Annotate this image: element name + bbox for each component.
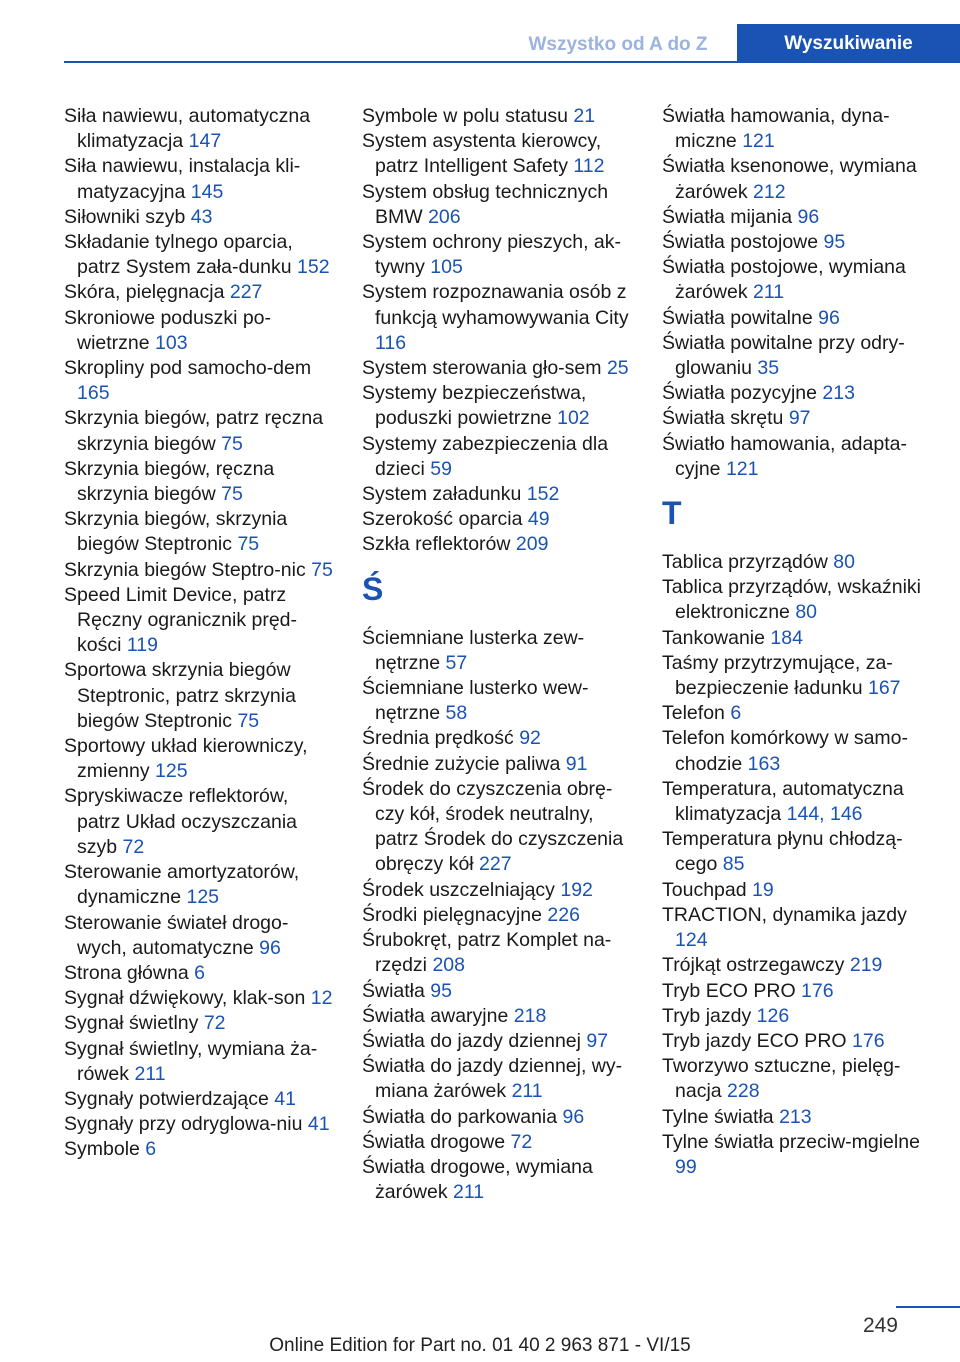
index-page-link[interactable]: 184: [770, 626, 803, 649]
index-entry-text: Telefon: [662, 702, 725, 725]
index-entry-text: Środek do czyszczenia obrę-czy kół, środek neutralny, patrz Środek do czyszczenia obręczy kół: [362, 777, 624, 876]
index-page-link[interactable]: 95: [823, 231, 846, 254]
index-entry: [64, 457, 336, 507]
index-entry: [662, 827, 934, 877]
index-page-link[interactable]: 192: [560, 878, 593, 901]
index-page-link[interactable]: 41: [274, 1087, 296, 1110]
index-entry-text: Tryb jazdy: [662, 1004, 752, 1027]
index-page-link[interactable]: 59: [430, 457, 452, 480]
index-page-link[interactable]: 152: [297, 256, 330, 279]
index-entry: [662, 626, 934, 651]
index-page-link[interactable]: 211: [753, 281, 785, 304]
index-entry: [64, 230, 336, 280]
index-entry: [362, 726, 634, 751]
index-entry: [64, 1112, 336, 1137]
index-page-link[interactable]: 57: [445, 651, 468, 674]
index-entry: [64, 986, 336, 1011]
index-entry-text: Tryb ECO PRO: [662, 979, 796, 1002]
index-entry-text: Tankowanie: [662, 626, 765, 649]
index-page-link[interactable]: 6: [730, 702, 742, 725]
index-entry: [64, 356, 336, 406]
index-page-link[interactable]: 35: [757, 357, 780, 380]
index-entry: [64, 1137, 336, 1162]
index-entry: [662, 205, 934, 230]
index-entry-text: Temperatura, automatyczna klimatyzacja: [662, 777, 904, 826]
index-entry: [662, 1105, 934, 1130]
index-page-link[interactable]: 125: [155, 760, 188, 783]
index-entry: [362, 928, 634, 978]
index-page-link[interactable]: 218: [513, 1004, 547, 1027]
index-entry-text: Ściemniane lusterka zew-nętrzne: [362, 626, 585, 674]
index-page-link[interactable]: 208: [432, 954, 465, 977]
index-entry-text: System obsług technicznych BMW: [362, 180, 609, 228]
index-entry-text: Telefon komórkowy w samo-chodzie: [662, 727, 908, 775]
index-entry-text: Skroniowe poduszki po-wietrzne: [64, 306, 272, 354]
index-entry: [662, 1004, 934, 1029]
index-entry-text: System sterowania gło-sem: [362, 357, 602, 380]
index-entry-text: Światła awaryjne: [362, 1004, 509, 1027]
index-entry: [662, 878, 934, 903]
index-page-link[interactable]: 125: [186, 886, 220, 909]
index-entry: [362, 878, 634, 903]
index-page-link[interactable]: 227: [479, 853, 512, 876]
index-page-link[interactable]: 176: [852, 1029, 885, 1052]
index-column-3: [662, 104, 934, 1180]
index-entry: [64, 860, 336, 910]
index-entry-text: Tryb jazdy ECO PRO: [662, 1029, 847, 1052]
index-entry: [64, 734, 336, 784]
index-entry-text: Szkła reflektorów: [362, 533, 511, 556]
index-entry-text: Symbole w polu statusu: [362, 105, 568, 127]
index-page-link[interactable]: 112: [573, 155, 605, 178]
index-entry-text: Sterowanie świateł drogo-wych, automatyczne: [64, 911, 289, 959]
index-page-link[interactable]: 75: [237, 533, 260, 556]
index-entry-text: Środki pielęgnacyjne: [362, 903, 542, 926]
index-entry-text: Siłowniki szyb: [64, 205, 186, 228]
index-entry: [362, 979, 634, 1004]
index-entry-text: Skrzynia biegów Steptro-nic: [64, 558, 306, 581]
index-entry: [362, 1105, 634, 1130]
index-entry: [64, 280, 336, 305]
index-entry-text: Światła powitalne przy odry-glowaniu: [662, 331, 905, 380]
index-page-link[interactable]: 167: [867, 677, 901, 700]
index-entry: [662, 406, 934, 431]
index-page-link[interactable]: 96: [562, 1105, 585, 1128]
index-entry: [362, 432, 634, 482]
index-entry-text: Sygnał świetlny: [64, 1012, 199, 1035]
index-column-2: [362, 104, 634, 1205]
index-page-link[interactable]: 80: [795, 601, 818, 624]
index-entry: [362, 507, 634, 532]
index-entry: [362, 356, 634, 381]
index-entry: [662, 104, 934, 154]
index-entry-text: Temperatura płynu chłodzą-cego: [662, 828, 903, 876]
index-entry: [64, 205, 336, 230]
index-page-link[interactable]: 58: [445, 702, 468, 725]
index-entry-text: Sterowanie amortyzatorów, dynamiczne: [64, 861, 300, 909]
index-page-link[interactable]: 124: [675, 929, 708, 952]
index-entry: [362, 280, 634, 356]
index-entry-text: Światła do jazdy dziennej, wy-miana żarówek: [362, 1055, 623, 1103]
index-entry-text: Światła postojowe: [662, 231, 819, 254]
index-entry-text: Średnia prędkość: [362, 727, 514, 750]
index-entry: [662, 154, 934, 204]
index-entry: [362, 777, 634, 878]
index-page-link[interactable]: 99: [675, 1155, 697, 1178]
index-entry-text: Sygnały potwierdzające: [64, 1087, 269, 1110]
index-entry: [362, 676, 634, 726]
index-page-link[interactable]: 21: [573, 105, 596, 127]
header-rule: [64, 61, 960, 63]
index-entry-text: Sygnał świetlny, wymiana ża-rówek: [64, 1037, 318, 1085]
index-entry: [662, 306, 934, 331]
index-entry: [64, 911, 336, 961]
index-entry-text: Ściemniane lusterko wew-nętrzne: [362, 677, 589, 725]
index-entry-text: Skrzynia biegów, ręczna skrzynia biegów: [64, 457, 275, 506]
index-page-link[interactable]: 72: [203, 1012, 226, 1035]
index-page-link[interactable]: 92: [519, 727, 541, 750]
index-entry: [662, 1029, 934, 1054]
index-entry: [362, 129, 634, 179]
index-entry-text: Światła hamowania, dyna-miczne: [662, 105, 890, 153]
index-entry-text: Światła skrętu: [662, 407, 784, 430]
index-entry: [64, 784, 336, 860]
index-entry: [64, 658, 336, 734]
index-page-link[interactable]: 43: [190, 205, 213, 228]
index-entry-text: Systemy zabezpieczenia dla dzieci: [362, 432, 609, 480]
index-entry-text: Środek uszczelniający: [362, 878, 555, 901]
index-entry-text: Śrubokręt, patrz Komplet na-rzędzi: [362, 929, 612, 977]
index-page-link[interactable]: 213: [779, 1105, 812, 1128]
index-page-link[interactable]: 75: [221, 483, 243, 506]
index-page-link[interactable]: 91: [565, 752, 588, 775]
index-entry-text: Tablica przyrządów: [662, 551, 828, 574]
index-entry-text: Światła powitalne: [662, 306, 813, 329]
index-entry: [362, 626, 634, 676]
index-entry: [362, 1130, 634, 1155]
index-page-link[interactable]: 152: [526, 483, 560, 506]
index-page-link[interactable]: 116: [375, 331, 407, 354]
index-page-link[interactable]: 95: [430, 979, 452, 1002]
index-entry: [362, 180, 634, 230]
index-entry-text: System asystenta kierowcy, patrz Intelligent Safety: [362, 130, 602, 178]
index-page-link[interactable]: 176: [801, 979, 834, 1002]
page-number: 249: [862, 1314, 898, 1337]
index-page-link[interactable]: 144, 146: [786, 803, 863, 826]
index-entry: [662, 953, 934, 978]
index-page-link[interactable]: 211: [511, 1080, 543, 1103]
index-entry: [362, 1155, 634, 1205]
index-entry: [362, 381, 634, 431]
index-page-link[interactable]: 75: [311, 558, 333, 581]
index-entry: [662, 381, 934, 406]
index-page-link[interactable]: 6: [145, 1138, 157, 1161]
index-entry-text: Światła pozycyjne: [662, 382, 817, 405]
index-page-link[interactable]: 121: [725, 457, 759, 480]
index-entry: [64, 1037, 336, 1087]
index-entry-text: Tablica przyrządów, wskaźniki elektroniczne: [662, 576, 922, 624]
index-entry-text: Skóra, pielęgnacja: [64, 281, 225, 304]
index-entry-text: Skropliny pod samocho-dem: [64, 357, 312, 380]
index-page-link[interactable]: 49: [527, 508, 550, 531]
index-page-link[interactable]: 228: [727, 1080, 760, 1103]
index-page-link[interactable]: 25: [606, 357, 629, 380]
index-entry-text: Średnie zużycie paliwa: [362, 752, 561, 775]
index-page-link[interactable]: 96: [797, 205, 820, 228]
index-entry: [64, 406, 336, 456]
index-entry: [64, 1011, 336, 1036]
index-entry: [64, 507, 336, 557]
index-entry-text: TRACTION, dynamika jazdy: [662, 903, 907, 926]
index-entry-text: Światła ksenonowe, wymiana żarówek: [662, 155, 917, 203]
index-entry-text: Światła mijania: [662, 205, 793, 228]
index-entry: [64, 961, 336, 986]
index-entry-text: Sportowy układ kierowniczy, zmienny: [64, 735, 308, 783]
index-entry: [662, 726, 934, 776]
index-page-link[interactable]: 213: [822, 382, 855, 405]
index-letter-heading: T: [662, 495, 682, 532]
index-entry-text: Światła drogowe, wymiana żarówek: [362, 1155, 593, 1204]
index-entry: [64, 558, 336, 583]
index-page-link[interactable]: 19: [752, 878, 774, 901]
index-page-link[interactable]: 165: [77, 382, 110, 405]
index-entry-text: System załadunku: [362, 483, 522, 506]
index-entry-text: Szerokość oparcia: [362, 508, 523, 531]
index-entry: [64, 154, 336, 204]
index-page-link[interactable]: 211: [134, 1062, 166, 1085]
index-page-link[interactable]: 80: [833, 551, 855, 574]
index-page-link[interactable]: 97: [788, 407, 811, 430]
index-entry: [64, 104, 336, 154]
index-entry-text: Światła postojowe, wymiana żarówek: [662, 256, 906, 304]
index-entry: [362, 1004, 634, 1029]
index-page-link[interactable]: 145: [190, 180, 224, 203]
edition-footer: Online Edition for Part no. 01 40 2 963 871 - VI/15: [269, 1335, 691, 1356]
index-entry: [662, 1054, 934, 1104]
index-page-link[interactable]: 103: [155, 331, 188, 354]
index-entry: [362, 230, 634, 280]
index-entry: [662, 979, 934, 1004]
index-entry: [662, 701, 934, 726]
index-column-1: [64, 104, 336, 1163]
index-entry-text: Symbole: [64, 1138, 140, 1161]
index-page-link[interactable]: 102: [557, 407, 590, 430]
index-entry-text: Strona główna: [64, 961, 189, 984]
index-entry: [362, 104, 634, 129]
index-entry-text: Taśmy przytrzymujące, za-bezpieczenie ładunku: [662, 651, 893, 700]
index-entry: [64, 306, 336, 356]
index-entry: [362, 903, 634, 928]
index-page-link[interactable]: 6: [194, 961, 205, 984]
index-entry: [362, 752, 634, 777]
index-entry-text: Systemy bezpieczeństwa, poduszki powietrzne: [362, 382, 587, 430]
index-entry-text: System rozpoznawania osób z funkcją wyhamowywania City: [362, 281, 629, 329]
index-page-link[interactable]: 212: [753, 180, 786, 203]
index-entry-text: Tworzywo sztuczne, pielęg-nacja: [662, 1055, 901, 1103]
index-page-link[interactable]: 163: [747, 752, 781, 775]
index-entry-text: Sportowa skrzynia biegów Steptronic, patrz skrzynia biegów Steptronic: [64, 659, 296, 732]
index-page-link[interactable]: 206: [428, 205, 461, 228]
index-entry: [662, 903, 934, 953]
index-page-link[interactable]: 96: [259, 936, 281, 959]
index-page-link[interactable]: 147: [188, 130, 222, 153]
index-entry-text: System ochrony pieszych, ak-tywny: [362, 231, 622, 279]
index-page-link[interactable]: 96: [818, 306, 840, 329]
index-page-link[interactable]: 72: [510, 1130, 533, 1153]
index-entry: [662, 255, 934, 305]
index-page-link[interactable]: 105: [430, 256, 463, 279]
index-entry-text: Tylne światła: [662, 1105, 774, 1128]
index-entry: [662, 1130, 934, 1180]
index-page-link[interactable]: 97: [586, 1029, 609, 1052]
index-page-link[interactable]: 121: [742, 130, 775, 153]
index-entry-text: Składanie tylnego oparcia, patrz System zała-dunku: [64, 231, 293, 279]
index-entry: [662, 575, 934, 625]
index-entry-text: Światło hamowania, adapta-cyjne: [662, 432, 907, 480]
index-page-link[interactable]: 75: [221, 432, 243, 455]
index-entry: [662, 651, 934, 701]
index-entry: [362, 532, 634, 557]
index-entry-text: Spryskiwacze reflektorów, patrz Układ oczyszczania szyb: [64, 785, 298, 858]
index-entry-text: Speed Limit Device, patrz Ręczny ogranicznik pręd-kości: [64, 583, 298, 657]
index-entry: [662, 432, 934, 482]
index-page-link[interactable]: 41: [307, 1113, 330, 1136]
index-entry-text: Touchpad: [662, 878, 747, 901]
index-entry-text: Trójkąt ostrzegawczy: [662, 954, 845, 977]
index-entry-text: Sygnał dźwiękowy, klak-son: [64, 987, 306, 1010]
index-entry-text: Światła: [362, 979, 425, 1002]
index-entry: [362, 1054, 634, 1104]
index-page-link[interactable]: 227: [229, 281, 263, 304]
index-entry-text: Światła do jazdy dziennej: [362, 1029, 581, 1052]
index-entry: [662, 230, 934, 255]
index-entry-text: Skrzynia biegów, patrz ręczna skrzynia biegów: [64, 407, 324, 455]
footer-rule: [896, 1306, 960, 1308]
index-page-link[interactable]: 219: [849, 954, 883, 977]
index-page-link[interactable]: 119: [126, 634, 158, 657]
tab-wyszukiwanie[interactable]: Wyszukiwanie: [737, 24, 960, 63]
index-page-link[interactable]: 209: [515, 533, 549, 556]
index-entry-text: Sygnały przy odryglowa-niu: [64, 1113, 303, 1136]
index-page-link[interactable]: 75: [237, 709, 260, 732]
index-letter-heading: Ś: [362, 570, 384, 607]
index-entry-text: Siła nawiewu, automatyczna klimatyzacja: [64, 105, 311, 153]
index-entry: [362, 1029, 634, 1054]
index-page-link[interactable]: 211: [453, 1181, 485, 1204]
index-entry: [64, 583, 336, 659]
index-page-link[interactable]: 226: [547, 903, 580, 926]
index-page-link[interactable]: 12: [310, 987, 333, 1010]
index-page-link[interactable]: 126: [756, 1004, 790, 1027]
index-entry: [662, 550, 934, 575]
index-page-link[interactable]: 72: [122, 835, 145, 858]
index-entry: [662, 777, 934, 827]
index-entry-text: Światła drogowe: [362, 1130, 506, 1153]
index-page-link[interactable]: 85: [722, 853, 745, 876]
index-entry-text: Skrzynia biegów, skrzynia biegów Steptronic: [64, 508, 288, 556]
index-entry-text: Tylne światła przeciw-mgielne: [662, 1130, 920, 1153]
section-title[interactable]: Wszystko od A do Z: [528, 34, 708, 55]
index-entry: [662, 331, 934, 381]
index-entry: [362, 482, 634, 507]
index-entry: [64, 1087, 336, 1112]
index-entry-text: Siła nawiewu, instalacja kli-matyzacyjna: [64, 155, 301, 203]
index-entry-text: Światła do parkowania: [362, 1105, 558, 1128]
